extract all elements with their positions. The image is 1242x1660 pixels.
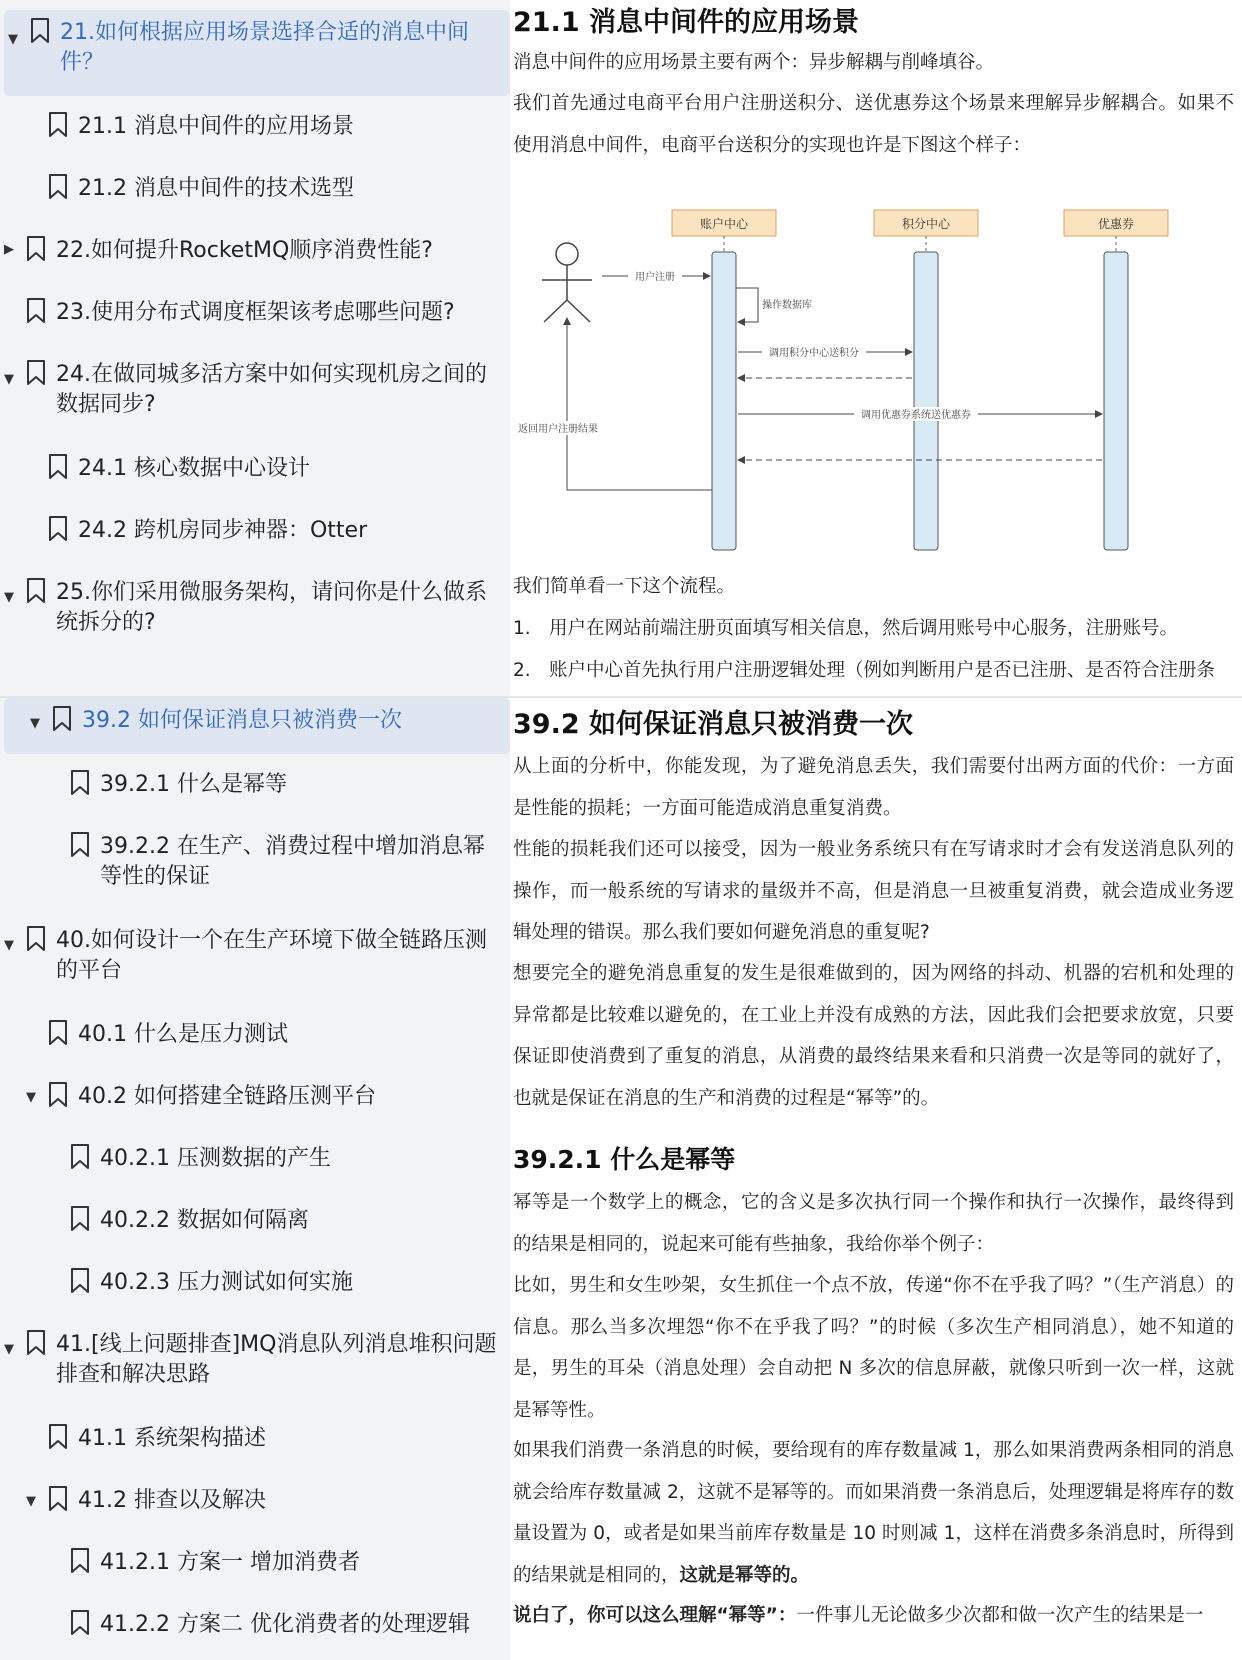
paragraph: 性能的损耗我们还可以接受，因为一般业务系统只有在写请求时才会有发送消息队列的操作，而一般系统的写请求的量级并不高，但是消息一旦被重复消费，就会造成业务逻辑处理的错误。那么我们要如何避免消息的重复呢? xyxy=(513,839,1234,943)
paragraph: 消息中间件的应用场景主要有两个：异步解耦与削峰填谷。 xyxy=(513,52,995,73)
list-text: 账户中心首先执行用户注册逻辑处理（例如判断用户是否已注册、是否符合注册条 xyxy=(549,660,1216,681)
document-page-bottom xyxy=(510,698,1242,1660)
expand-arrow-icon[interactable]: ▼ xyxy=(4,590,14,605)
message-label: 调用积分中心送积分 xyxy=(769,348,859,359)
toc-item[interactable] xyxy=(4,698,510,754)
message-label: 返回用户注册结果 xyxy=(518,424,598,435)
expand-arrow-icon[interactable]: ▼ xyxy=(26,1494,36,1509)
bookmark-icon[interactable] xyxy=(52,706,72,732)
bookmark-icon[interactable] xyxy=(70,1610,90,1636)
toc-item[interactable] xyxy=(0,352,510,432)
bookmark-icon[interactable] xyxy=(30,18,50,44)
expand-arrow-icon[interactable]: ▼ xyxy=(8,32,18,47)
bookmark-icon[interactable] xyxy=(70,770,90,796)
toc-item[interactable] xyxy=(0,290,510,344)
paragraph: 幂等是一个数学上的概念，它的含义是多次执行同一个操作和执行一次操作，最终得到的结果是相同的，说起来可能有些抽象，我给你举个例子： xyxy=(513,1192,1234,1255)
paragraph: 我们首先通过电商平台用户注册送积分、送优惠券这个场景来理解异步解耦合。如果不使用消息中间件，电商平台送积分的实现也许是下图这个样子： xyxy=(513,93,1234,156)
emphasis-text: 这就是幂等的。 xyxy=(679,1564,810,1586)
paragraph: 从上面的分析中，你能发现，为了避免消息丢失，我们需要付出两方面的代价：一方面是性能的损耗；一方面可能造成消息重复消费。 xyxy=(513,756,1234,819)
bookmark-icon[interactable] xyxy=(48,1082,68,1108)
bookmark-icon[interactable] xyxy=(48,516,68,542)
toc-item-label: 21.2 消息中间件的技术选型 xyxy=(78,176,354,201)
bookmark-icon[interactable] xyxy=(26,236,46,262)
message-label: 操作数据库 xyxy=(762,300,812,311)
bookmark-icon[interactable] xyxy=(48,1486,68,1512)
subsection-title: 39.2.1 什么是幂等 xyxy=(513,1145,736,1174)
toc-item-label: 40.2.1 压测数据的产生 xyxy=(100,1146,331,1171)
expand-arrow-icon[interactable]: ▼ xyxy=(4,372,14,387)
bookmark-icon[interactable] xyxy=(48,112,68,138)
toc-item[interactable] xyxy=(0,1198,510,1252)
toc-item-label: 40.2 如何搭建全链路压测平台 xyxy=(78,1084,376,1109)
lifeline-bar xyxy=(1104,252,1128,550)
toc-item[interactable] xyxy=(4,10,510,96)
toc-item[interactable] xyxy=(0,1478,510,1532)
list-item xyxy=(513,650,1234,692)
toc-item-label: 21.1 消息中间件的应用场景 xyxy=(78,114,354,139)
toc-item-label: 21.如何根据应用场景选择合适的消息中间件？ xyxy=(60,20,469,75)
paragraph: 比如，男生和女生吵架，女生抓住一个点不放，传递“你不在乎我了吗？”（生产消息）的信息。那么当多次埋怨“你不在乎我了吗？”的时候（多次生产相同消息），她不知道的是，男生的耳朵（消息处理）会自动把 N 多次的信息屏蔽，就像只听到一次一样，这就是幂等性。 xyxy=(513,1275,1234,1421)
actor-label: 积分中心 xyxy=(901,217,951,231)
toc-item[interactable] xyxy=(0,570,510,650)
list-number: 1. xyxy=(513,618,531,639)
section-title: 39.2 如何保证消息只被消费一次 xyxy=(513,709,914,740)
collapse-arrow-icon[interactable]: ▶ xyxy=(4,242,14,257)
toc-item[interactable] xyxy=(0,824,510,904)
toc-item[interactable] xyxy=(0,508,510,562)
lifeline-bar xyxy=(914,252,938,550)
bookmark-icon[interactable] xyxy=(70,1268,90,1294)
bookmark-icon[interactable] xyxy=(26,1330,46,1356)
toc-item[interactable] xyxy=(0,1136,510,1190)
toc-item-label: 41.[线上问题排查]MQ消息队列消息堆积问题排查和解决思路 xyxy=(56,1332,497,1387)
toc-item-label: 40.2.3 压力测试如何实施 xyxy=(100,1270,353,1295)
toc-item[interactable] xyxy=(0,762,510,816)
paragraph: 我们简单看一下这个流程。 xyxy=(513,576,736,597)
toc-item[interactable] xyxy=(0,104,510,158)
toc-item[interactable] xyxy=(0,918,510,998)
toc-item[interactable] xyxy=(0,1012,510,1066)
emphasis-text: 说白了，你可以这么理解“幂等”： xyxy=(513,1605,797,1626)
toc-item-label: 24.2 跨机房同步神器：Otter xyxy=(78,518,368,543)
toc-panel-top xyxy=(0,0,510,696)
toc-item-label: 23.使用分布式调度框架该考虑哪些问题? xyxy=(56,300,455,325)
toc-item[interactable] xyxy=(0,1322,510,1402)
toc-panel-bottom xyxy=(0,698,510,1660)
toc-item-label: 39.2.2 在生产、消费过程中增加消息幂等性的保证 xyxy=(100,834,485,889)
toc-item-label: 40.如何设计一个在生产环境下做全链路压测的平台 xyxy=(56,928,487,983)
sequence-diagram xyxy=(510,192,1242,562)
toc-item-label: 41.2.2 方案二 优化消费者的处理逻辑 xyxy=(100,1612,470,1637)
bookmark-icon[interactable] xyxy=(70,1206,90,1232)
expand-arrow-icon[interactable]: ▼ xyxy=(4,1342,14,1357)
lifeline-bar xyxy=(712,252,736,550)
toc-item[interactable] xyxy=(0,1260,510,1314)
list-text: 用户在网站前端注册页面填写相关信息，然后调用账号中心服务，注册账号。 xyxy=(549,618,1179,639)
message-label: 用户注册 xyxy=(635,272,675,283)
bookmark-icon[interactable] xyxy=(70,832,90,858)
toc-item-label: 22.如何提升RocketMQ顺序消费性能? xyxy=(56,238,433,263)
toc-item[interactable] xyxy=(0,166,510,220)
bookmark-icon[interactable] xyxy=(48,1424,68,1450)
bookmark-icon[interactable] xyxy=(26,360,46,386)
bookmark-icon[interactable] xyxy=(26,578,46,604)
toc-item-label: 39.2 如何保证消息只被消费一次 xyxy=(82,708,402,733)
list-item xyxy=(513,608,1234,650)
message-label: 调用优惠券系统送优惠券 xyxy=(861,410,971,421)
paragraph-text: 一件事儿无论做多少次都和做一次产生的结果是一 xyxy=(796,1605,1204,1626)
paragraph xyxy=(513,1595,1234,1637)
toc-item[interactable] xyxy=(0,1540,510,1594)
expand-arrow-icon[interactable]: ▼ xyxy=(26,1090,36,1105)
toc-item-label: 40.1 什么是压力测试 xyxy=(78,1022,288,1047)
bookmark-icon[interactable] xyxy=(70,1144,90,1170)
toc-item-label: 39.2.1 什么是幂等 xyxy=(100,772,287,797)
document-page-top xyxy=(510,0,1242,696)
list-number: 2. xyxy=(513,660,531,681)
toc-item[interactable] xyxy=(0,1602,510,1656)
paragraph: 想要完全的避免消息重复的发生是很难做到的，因为网络的抖动、机器的宕机和处理的异常都是比较难以避免的，在工业上并没有成熟的方法，因此我们会把要求放宽，只要保证即使消费到了重复的消息，从消费的最终结果来看和只消费一次是等同的就好了，也就是保证在消息的生产和消费的过程是“幂等”的。 xyxy=(513,963,1234,1109)
toc-item-label: 41.1 系统架构描述 xyxy=(78,1426,266,1451)
expand-arrow-icon[interactable]: ▼ xyxy=(30,716,40,731)
bookmark-icon[interactable] xyxy=(26,298,46,324)
bookmark-icon[interactable] xyxy=(48,174,68,200)
bookmark-icon[interactable] xyxy=(48,454,68,480)
toc-item[interactable] xyxy=(0,1416,510,1470)
bookmark-icon[interactable] xyxy=(26,926,46,952)
toc-item[interactable] xyxy=(0,228,510,282)
toc-item-label: 24.在做同城多活方案中如何实现机房之间的数据同步? xyxy=(56,362,487,417)
toc-item-label: 24.1 核心数据中心设计 xyxy=(78,456,310,481)
toc-item-label: 41.2 排查以及解决 xyxy=(78,1488,266,1513)
paragraph xyxy=(513,1430,1234,1596)
section-title: 21.1 消息中间件的应用场景 xyxy=(513,7,860,38)
user-actor-icon xyxy=(542,243,592,322)
paragraph-text: 如果我们消费一条消息的时候，要给现有的库存数量减 1，那么如果消费两条相同的消息就会给库存数量减 2，这就不是幂等的。而如果消费一条消息后，处理逻辑是将库存的数量设置为 0，或者是如果当前库存数量是 10 时则减 1，这样在消费多条消息时，所得到的结果就是相同的， xyxy=(513,1440,1234,1586)
bookmark-icon[interactable] xyxy=(48,1020,68,1046)
expand-arrow-icon[interactable]: ▼ xyxy=(4,938,14,953)
actor-label: 优惠券 xyxy=(1097,217,1135,231)
actor-label: 账户中心 xyxy=(699,217,749,231)
toc-item-label: 41.2.1 方案一 增加消费者 xyxy=(100,1550,360,1575)
bookmark-icon[interactable] xyxy=(70,1548,90,1574)
toc-item-label: 40.2.2 数据如何隔离 xyxy=(100,1208,309,1233)
toc-item[interactable] xyxy=(0,1074,510,1128)
toc-item-label: 25.你们采用微服务架构，请问你是什么做系统拆分的? xyxy=(56,580,487,635)
toc-item[interactable] xyxy=(0,446,510,500)
